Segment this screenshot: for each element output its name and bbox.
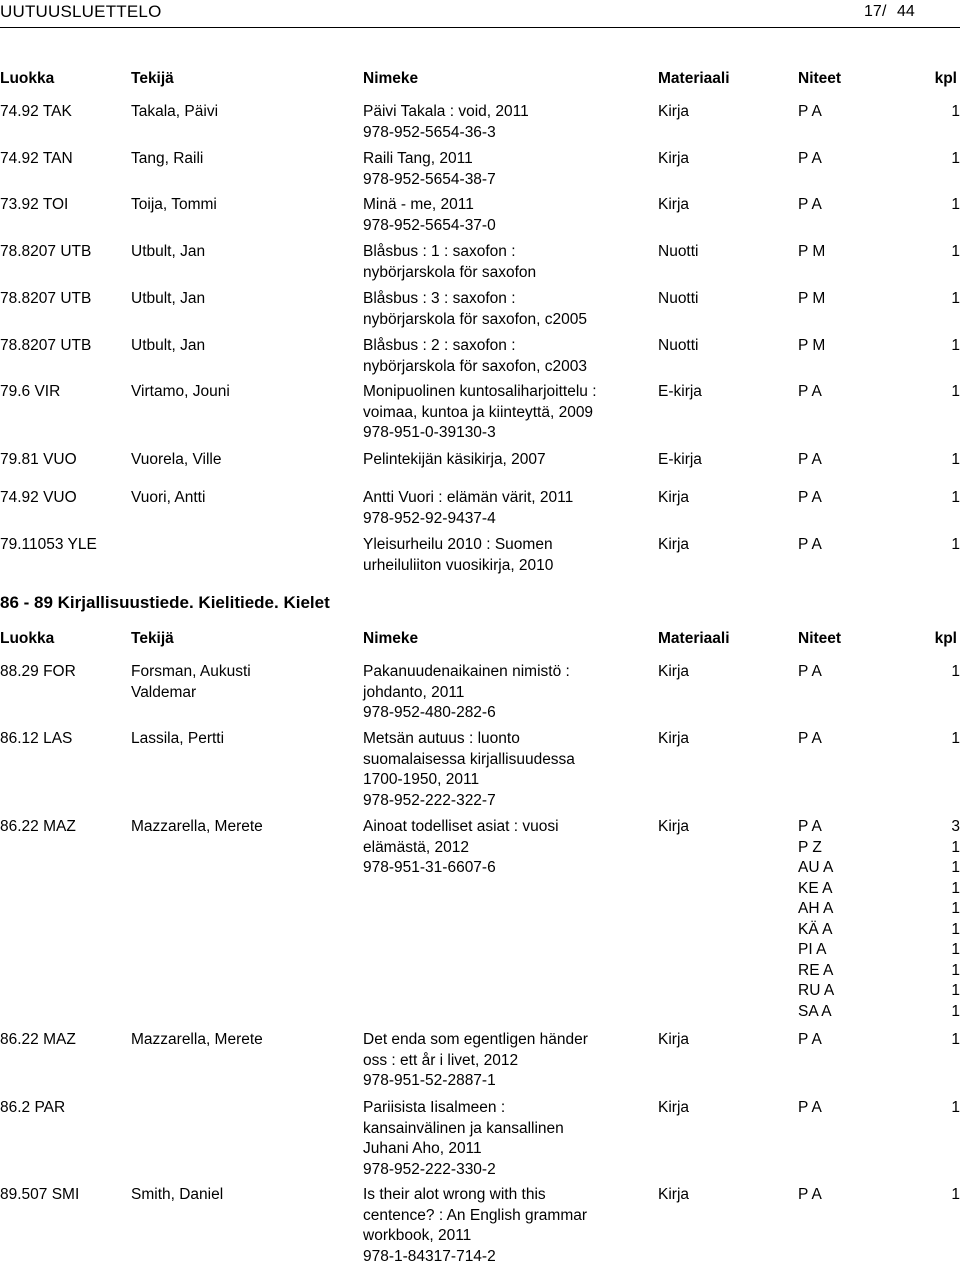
kpl-cell-line: 1 xyxy=(930,729,960,750)
nimeke-cell-line: Ainoat todelliset asiat : vuosi xyxy=(363,817,653,838)
nimeke-cell xyxy=(363,729,653,811)
nimeke-cell-line: 978-952-5654-36-3 xyxy=(363,123,653,144)
col-materiaali: Materiaali xyxy=(658,69,730,90)
niteet-cell-line: P M xyxy=(798,242,918,263)
nimeke-cell xyxy=(363,488,653,529)
niteet-cell-line: P A xyxy=(798,149,918,170)
niteet-cell xyxy=(798,535,918,556)
niteet-cell xyxy=(798,817,918,1022)
nimeke-cell-line: 978-952-5654-37-0 xyxy=(363,216,653,237)
nimeke-cell-line: Pelintekijän käsikirja, 2007 xyxy=(363,450,653,471)
tekija-cell-line: Utbult, Jan xyxy=(131,242,356,263)
nimeke-cell-line: 978-1-84317-714-2 xyxy=(363,1247,653,1267)
luokka-cell: 89.507 SMI xyxy=(0,1185,128,1206)
nimeke-cell-line: 978-951-52-2887-1 xyxy=(363,1071,653,1092)
materiaali-cell: Nuotti xyxy=(658,289,788,310)
tekija-cell xyxy=(131,450,356,471)
nimeke-cell xyxy=(363,662,653,724)
tekija-cell xyxy=(131,289,356,310)
nimeke-cell-line: 1700-1950, 2011 xyxy=(363,770,653,791)
materiaali-cell: Kirja xyxy=(658,535,788,556)
tekija-cell xyxy=(131,662,356,703)
kpl-cell xyxy=(930,1185,960,1206)
kpl-cell xyxy=(930,336,960,357)
luokka-cell: 79.6 VIR xyxy=(0,382,128,403)
tekija-cell-line: Lassila, Pertti xyxy=(131,729,356,750)
nimeke-cell-line: workbook, 2011 xyxy=(363,1226,653,1247)
niteet-cell-line: PI A xyxy=(798,940,918,961)
niteet-cell-line: P A xyxy=(798,488,918,509)
col-tekija: Tekijä xyxy=(131,69,174,90)
luokka-cell: 86.2 PAR xyxy=(0,1098,128,1119)
col-kpl: kpl xyxy=(935,69,957,90)
luokka-cell: 74.92 VUO xyxy=(0,488,128,509)
nimeke-cell-line: Pariisista Iisalmeen : xyxy=(363,1098,653,1119)
nimeke-cell-line: voimaa, kuntoa ja kiinteyttä, 2009 xyxy=(363,403,653,424)
niteet-cell xyxy=(798,195,918,216)
nimeke-cell-line: Det enda som egentligen händer xyxy=(363,1030,653,1051)
kpl-cell-line: 1 xyxy=(930,535,960,556)
col-tekija: Tekijä xyxy=(131,629,174,650)
niteet-cell xyxy=(798,662,918,683)
niteet-cell-line: P A xyxy=(798,662,918,683)
niteet-cell xyxy=(798,336,918,357)
nimeke-cell xyxy=(363,1098,653,1180)
tekija-cell xyxy=(131,382,356,403)
luokka-cell: 73.92 TOI xyxy=(0,195,128,216)
nimeke-cell-line: Päivi Takala : void, 2011 xyxy=(363,102,653,123)
materiaali-cell: Nuotti xyxy=(658,336,788,357)
nimeke-cell-line: Is their alot wrong with this xyxy=(363,1185,653,1206)
niteet-cell xyxy=(798,1185,918,1206)
luokka-cell: 86.22 MAZ xyxy=(0,1030,128,1051)
materiaali-cell: Kirja xyxy=(658,1030,788,1051)
niteet-cell-line: P Z xyxy=(798,838,918,859)
materiaali-cell: Kirja xyxy=(658,662,788,683)
nimeke-cell-line: Juhani Aho, 2011 xyxy=(363,1139,653,1160)
nimeke-cell xyxy=(363,289,653,330)
kpl-cell xyxy=(930,195,960,216)
tekija-cell-line: Tang, Raili xyxy=(131,149,356,170)
kpl-cell xyxy=(930,817,960,1022)
tekija-cell xyxy=(131,1030,356,1051)
nimeke-cell xyxy=(363,382,653,444)
luokka-cell: 74.92 TAN xyxy=(0,149,128,170)
nimeke-cell-line: 978-952-222-330-2 xyxy=(363,1160,653,1181)
niteet-cell-line: P A xyxy=(798,382,918,403)
page-total: 44 xyxy=(897,2,915,23)
page-separator: / xyxy=(882,2,886,23)
niteet-cell xyxy=(798,1030,918,1051)
nimeke-cell xyxy=(363,149,653,190)
nimeke-cell-line: 978-952-222-322-7 xyxy=(363,791,653,812)
header-rule xyxy=(0,27,960,28)
col-nimeke: Nimeke xyxy=(363,69,418,90)
materiaali-cell: Kirja xyxy=(658,729,788,750)
nimeke-cell-line: Blåsbus : 1 : saxofon : xyxy=(363,242,653,263)
tekija-cell-line: Utbult, Jan xyxy=(131,336,356,357)
kpl-cell-line: 1 xyxy=(930,662,960,683)
kpl-cell-line: 1 xyxy=(930,149,960,170)
niteet-cell-line: KE A xyxy=(798,879,918,900)
niteet-cell-line: P M xyxy=(798,336,918,357)
tekija-cell-line: Valdemar xyxy=(131,683,356,704)
kpl-cell-line: 1 xyxy=(930,1002,960,1023)
tekija-cell xyxy=(131,488,356,509)
tekija-cell xyxy=(131,149,356,170)
materiaali-cell: Kirja xyxy=(658,1185,788,1206)
col-niteet: Niteet xyxy=(798,629,841,650)
nimeke-cell-line: Antti Vuori : elämän värit, 2011 xyxy=(363,488,653,509)
kpl-cell xyxy=(930,535,960,556)
materiaali-cell: E-kirja xyxy=(658,450,788,471)
tekija-cell-line: Vuorela, Ville xyxy=(131,450,356,471)
kpl-cell-line: 1 xyxy=(930,1030,960,1051)
materiaali-cell: Kirja xyxy=(658,817,788,838)
tekija-cell-line: Smith, Daniel xyxy=(131,1185,356,1206)
kpl-cell-line: 3 xyxy=(930,817,960,838)
document-title: UUTUUSLUETTELO xyxy=(0,2,162,23)
niteet-cell-line: P M xyxy=(798,289,918,310)
tekija-cell xyxy=(131,195,356,216)
luokka-cell: 79.81 VUO xyxy=(0,450,128,471)
nimeke-cell-line: kansainvälinen ja kansallinen xyxy=(363,1119,653,1140)
nimeke-cell xyxy=(363,242,653,283)
kpl-cell-line: 1 xyxy=(930,336,960,357)
niteet-cell-line: AH A xyxy=(798,899,918,920)
page-header xyxy=(0,0,960,26)
materiaali-cell: Kirja xyxy=(658,149,788,170)
tekija-cell xyxy=(131,729,356,750)
kpl-cell-line: 1 xyxy=(930,858,960,879)
kpl-cell-line: 1 xyxy=(930,1185,960,1206)
nimeke-cell-line: Raili Tang, 2011 xyxy=(363,149,653,170)
niteet-cell-line: P A xyxy=(798,535,918,556)
col-niteet: Niteet xyxy=(798,69,841,90)
col-luokka: Luokka xyxy=(0,69,54,90)
col-nimeke: Nimeke xyxy=(363,629,418,650)
luokka-cell: 78.8207 UTB xyxy=(0,336,128,357)
kpl-cell-line: 1 xyxy=(930,961,960,982)
niteet-cell-line: AU A xyxy=(798,858,918,879)
kpl-cell xyxy=(930,450,960,471)
luokka-cell: 74.92 TAK xyxy=(0,102,128,123)
col-luokka: Luokka xyxy=(0,629,54,650)
nimeke-cell-line: Metsän autuus : luonto xyxy=(363,729,653,750)
niteet-cell-line: KÄ A xyxy=(798,920,918,941)
kpl-cell xyxy=(930,242,960,263)
nimeke-cell-line: Minä - me, 2011 xyxy=(363,195,653,216)
tekija-cell-line: Utbult, Jan xyxy=(131,289,356,310)
nimeke-cell-line: nybörjarskola för saxofon, c2003 xyxy=(363,357,653,378)
niteet-cell xyxy=(798,450,918,471)
section-title: 86 - 89 Kirjallisuustiede. Kielitiede. Kielet xyxy=(0,593,330,614)
nimeke-cell-line: 978-951-0-39130-3 xyxy=(363,423,653,444)
nimeke-cell xyxy=(363,1185,653,1267)
kpl-cell-line: 1 xyxy=(930,289,960,310)
nimeke-cell-line: urheiluliiton vuosikirja, 2010 xyxy=(363,556,653,577)
nimeke-cell xyxy=(363,195,653,236)
kpl-cell xyxy=(930,382,960,403)
luokka-cell: 79.11053 YLE xyxy=(0,535,128,556)
nimeke-cell xyxy=(363,336,653,377)
niteet-cell xyxy=(798,1098,918,1119)
kpl-cell-line: 1 xyxy=(930,242,960,263)
luokka-cell: 86.22 MAZ xyxy=(0,817,128,838)
niteet-cell xyxy=(798,242,918,263)
column-headers-2 xyxy=(0,629,960,651)
page-number: 17 xyxy=(864,2,882,23)
luokka-cell: 88.29 FOR xyxy=(0,662,128,683)
luokka-cell: 78.8207 UTB xyxy=(0,242,128,263)
tekija-cell-line: Forsman, Aukusti xyxy=(131,662,356,683)
nimeke-cell-line: johdanto, 2011 xyxy=(363,683,653,704)
niteet-cell xyxy=(798,729,918,750)
kpl-cell-line: 1 xyxy=(930,488,960,509)
tekija-cell-line: Vuori, Antti xyxy=(131,488,356,509)
materiaali-cell: Kirja xyxy=(658,102,788,123)
kpl-cell-line: 1 xyxy=(930,838,960,859)
kpl-cell-line: 1 xyxy=(930,899,960,920)
niteet-cell xyxy=(798,102,918,123)
col-materiaali: Materiaali xyxy=(658,629,730,650)
nimeke-cell xyxy=(363,1030,653,1092)
nimeke-cell xyxy=(363,450,653,471)
kpl-cell-line: 1 xyxy=(930,981,960,1002)
niteet-cell-line: P A xyxy=(798,102,918,123)
nimeke-cell-line: nybörjarskola för saxofon, c2005 xyxy=(363,310,653,331)
nimeke-cell-line: Monipuolinen kuntosaliharjoittelu : xyxy=(363,382,653,403)
nimeke-cell-line: oss : ett år i livet, 2012 xyxy=(363,1051,653,1072)
kpl-cell xyxy=(930,149,960,170)
nimeke-cell-line: 978-952-480-282-6 xyxy=(363,703,653,724)
kpl-cell xyxy=(930,488,960,509)
niteet-cell-line: P A xyxy=(798,1098,918,1119)
nimeke-cell-line: 978-952-92-9437-4 xyxy=(363,509,653,530)
niteet-cell-line: P A xyxy=(798,729,918,750)
materiaali-cell: Nuotti xyxy=(658,242,788,263)
nimeke-cell-line: Blåsbus : 3 : saxofon : xyxy=(363,289,653,310)
col-kpl: kpl xyxy=(935,629,957,650)
nimeke-cell-line: Blåsbus : 2 : saxofon : xyxy=(363,336,653,357)
kpl-cell-line: 1 xyxy=(930,1098,960,1119)
tekija-cell xyxy=(131,336,356,357)
nimeke-cell-line: nybörjarskola för saxofon xyxy=(363,263,653,284)
luokka-cell: 78.8207 UTB xyxy=(0,289,128,310)
kpl-cell xyxy=(930,729,960,750)
tekija-cell xyxy=(131,1185,356,1206)
nimeke-cell-line: 978-951-31-6607-6 xyxy=(363,858,653,879)
nimeke-cell-line: centence? : An English grammar xyxy=(363,1206,653,1227)
niteet-cell-line: RE A xyxy=(798,961,918,982)
kpl-cell-line: 1 xyxy=(930,940,960,961)
materiaali-cell: E-kirja xyxy=(658,382,788,403)
nimeke-cell-line: Yleisurheilu 2010 : Suomen xyxy=(363,535,653,556)
kpl-cell-line: 1 xyxy=(930,382,960,403)
niteet-cell-line: P A xyxy=(798,450,918,471)
kpl-cell-line: 1 xyxy=(930,879,960,900)
kpl-cell-line: 1 xyxy=(930,102,960,123)
niteet-cell xyxy=(798,382,918,403)
kpl-cell xyxy=(930,289,960,310)
materiaali-cell: Kirja xyxy=(658,488,788,509)
niteet-cell-line: P A xyxy=(798,195,918,216)
tekija-cell-line: Mazzarella, Merete xyxy=(131,1030,356,1051)
nimeke-cell xyxy=(363,817,653,879)
nimeke-cell-line: suomalaisessa kirjallisuudessa xyxy=(363,750,653,771)
tekija-cell xyxy=(131,102,356,123)
niteet-cell-line: P A xyxy=(798,817,918,838)
nimeke-cell-line: elämästä, 2012 xyxy=(363,838,653,859)
materiaali-cell: Kirja xyxy=(658,1098,788,1119)
niteet-cell-line: P A xyxy=(798,1030,918,1051)
kpl-cell xyxy=(930,1030,960,1051)
tekija-cell xyxy=(131,817,356,838)
niteet-cell xyxy=(798,488,918,509)
tekija-cell xyxy=(131,242,356,263)
luokka-cell: 86.12 LAS xyxy=(0,729,128,750)
nimeke-cell xyxy=(363,535,653,576)
kpl-cell xyxy=(930,1098,960,1119)
nimeke-cell-line: Pakanuudenaikainen nimistö : xyxy=(363,662,653,683)
niteet-cell-line: P A xyxy=(798,1185,918,1206)
tekija-cell-line: Takala, Päivi xyxy=(131,102,356,123)
kpl-cell-line: 1 xyxy=(930,920,960,941)
kpl-cell-line: 1 xyxy=(930,195,960,216)
niteet-cell xyxy=(798,149,918,170)
tekija-cell-line: Mazzarella, Merete xyxy=(131,817,356,838)
kpl-cell xyxy=(930,662,960,683)
nimeke-cell-line: 978-952-5654-38-7 xyxy=(363,170,653,191)
niteet-cell-line: RU A xyxy=(798,981,918,1002)
niteet-cell-line: SA A xyxy=(798,1002,918,1023)
kpl-cell-line: 1 xyxy=(930,450,960,471)
nimeke-cell xyxy=(363,102,653,143)
column-headers xyxy=(0,69,960,91)
kpl-cell xyxy=(930,102,960,123)
tekija-cell-line: Toija, Tommi xyxy=(131,195,356,216)
niteet-cell xyxy=(798,289,918,310)
tekija-cell-line: Virtamo, Jouni xyxy=(131,382,356,403)
materiaali-cell: Kirja xyxy=(658,195,788,216)
